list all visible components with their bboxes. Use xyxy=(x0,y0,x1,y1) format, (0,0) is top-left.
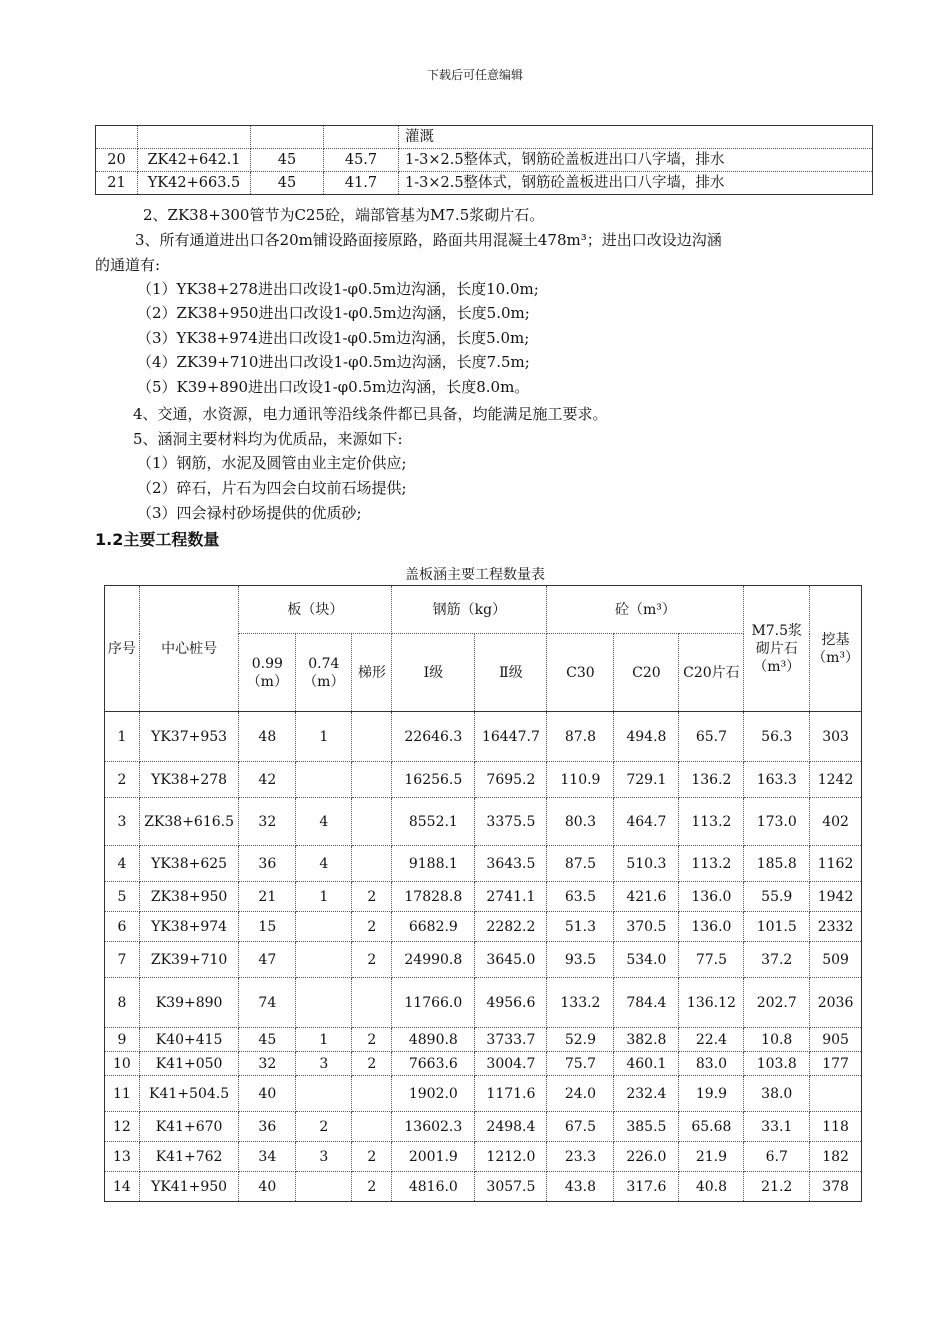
table-cell: 52.9 xyxy=(547,1028,614,1052)
table-cell: K41+050 xyxy=(139,1052,239,1076)
table-cell: 7695.2 xyxy=(475,762,547,798)
table-cell: 65.7 xyxy=(679,712,744,762)
table-cell: 87.8 xyxy=(547,712,614,762)
table-row xyxy=(105,1076,862,1112)
table-cell: 3643.5 xyxy=(475,846,547,882)
col-header-rebar: 钢筋（kg） xyxy=(392,586,547,634)
table-row xyxy=(105,1052,862,1076)
table-cell: 729.1 xyxy=(614,762,679,798)
table-cell xyxy=(352,846,392,882)
table-cell: 784.4 xyxy=(614,978,679,1028)
table-cell: 3057.5 xyxy=(475,1172,547,1202)
table-cell: 385.5 xyxy=(614,1112,679,1142)
table-cell: 65.68 xyxy=(679,1112,744,1142)
table-row xyxy=(105,762,862,798)
table-cell: 10.8 xyxy=(744,1028,810,1052)
table-cell: 2001.9 xyxy=(392,1142,475,1172)
col-header-c20: C20 xyxy=(614,634,679,712)
table-cell: 226.0 xyxy=(614,1142,679,1172)
table-cell: 2 xyxy=(352,1172,392,1202)
table-cell: 510.3 xyxy=(614,846,679,882)
table-cell: 2 xyxy=(296,1112,352,1142)
table-cell xyxy=(296,942,352,978)
table-cell: 56.3 xyxy=(744,712,810,762)
paragraph-3-cont: 的通道有: xyxy=(95,256,161,274)
table-cell: 43.8 xyxy=(547,1172,614,1202)
table-cell: 1 xyxy=(296,1028,352,1052)
table-cell: 34 xyxy=(239,1142,296,1172)
table-cell xyxy=(352,1076,392,1112)
table-cell: 63.5 xyxy=(547,882,614,912)
table-cell xyxy=(296,978,352,1028)
table-cell: 83.0 xyxy=(679,1052,744,1076)
table-cell: 45 xyxy=(251,172,324,195)
list-item: （5）K39+890进出口改设1-φ0.5m边沟涵，长度8.0m。 xyxy=(137,378,530,396)
table-cell: 67.5 xyxy=(547,1112,614,1142)
table-cell: 36 xyxy=(239,1112,296,1142)
table-cell: 74 xyxy=(239,978,296,1028)
table-cell: 7663.6 xyxy=(392,1052,475,1076)
table-row xyxy=(96,149,873,172)
table-cell xyxy=(296,762,352,798)
table-cell: 13 xyxy=(105,1142,140,1172)
table-cell: YK42+663.5 xyxy=(138,172,251,195)
table-cell: 232.4 xyxy=(614,1076,679,1112)
table-cell: 33.1 xyxy=(744,1112,810,1142)
table-cell: 87.5 xyxy=(547,846,614,882)
table-cell: 110.9 xyxy=(547,762,614,798)
list-item: （2）ZK38+950进出口改设1-φ0.5m边沟涵，长度5.0m; xyxy=(137,304,530,322)
table-cell: 19.9 xyxy=(679,1076,744,1112)
paragraph-2: 2、ZK38+300管节为C25砼，端部管基为M7.5浆砌片石。 xyxy=(143,206,545,224)
table-cell: 6682.9 xyxy=(392,912,475,942)
table-cell: 113.2 xyxy=(679,798,744,846)
table-cell: 42 xyxy=(239,762,296,798)
table-cell: 40.8 xyxy=(679,1172,744,1202)
col-header-slab-trap: 梯形 xyxy=(352,634,392,712)
table-row xyxy=(105,978,862,1028)
table-cell: 177 xyxy=(810,1052,862,1076)
table-cell: 9188.1 xyxy=(392,846,475,882)
table-cell xyxy=(296,1172,352,1202)
table-cell: 37.2 xyxy=(744,942,810,978)
paragraph-3: 3、所有通道进出口各20m铺设路面接原路，路面共用混凝土478m³；进出口改设边沟涵 xyxy=(135,231,722,249)
table-cell: ZK42+642.1 xyxy=(138,149,251,172)
table-cell: 17828.8 xyxy=(392,882,475,912)
table-cell: 1171.6 xyxy=(475,1076,547,1112)
table-cell: 136.12 xyxy=(679,978,744,1028)
table-cell: 370.5 xyxy=(614,912,679,942)
table-cell: 2 xyxy=(352,912,392,942)
table-cell: K41+670 xyxy=(139,1112,239,1142)
table-cell: 1942 xyxy=(810,882,862,912)
table-cell: 80.3 xyxy=(547,798,614,846)
table-cell: 6 xyxy=(105,912,140,942)
table-cell: 23.3 xyxy=(547,1142,614,1172)
table-caption: 盖板涵主要工程数量表 xyxy=(405,567,545,583)
table-cell: 32 xyxy=(239,798,296,846)
table-cell: 4816.0 xyxy=(392,1172,475,1202)
table-cell: 1-3×2.5整体式，钢筋砼盖板进出口八字墙，排水 xyxy=(399,149,873,172)
table-cell: 8 xyxy=(105,978,140,1028)
quantity-table xyxy=(104,585,862,1202)
table-cell: 382.8 xyxy=(614,1028,679,1052)
table-row xyxy=(105,712,862,762)
table-cell: 6.7 xyxy=(744,1142,810,1172)
table-cell: 3 xyxy=(105,798,140,846)
table-cell: 4 xyxy=(105,846,140,882)
table-cell: 38.0 xyxy=(744,1076,810,1112)
table-cell: 136.0 xyxy=(679,912,744,942)
table-row xyxy=(105,912,862,942)
table-cell: 3375.5 xyxy=(475,798,547,846)
table-cell: 32 xyxy=(239,1052,296,1076)
table-cell: ZK38+616.5 xyxy=(139,798,239,846)
table-cell: 22.4 xyxy=(679,1028,744,1052)
table-cell: K40+415 xyxy=(139,1028,239,1052)
table-cell: 14 xyxy=(105,1172,140,1202)
table-cell: 41.7 xyxy=(324,172,399,195)
table-row xyxy=(105,1142,862,1172)
table-cell: ZK38+950 xyxy=(139,882,239,912)
table-row xyxy=(105,882,862,912)
list-item: （1）YK38+278进出口改设1-φ0.5m边沟涵，长度10.0m; xyxy=(137,280,539,298)
table-cell: 11 xyxy=(105,1076,140,1112)
table-cell: 1212.0 xyxy=(475,1142,547,1172)
table-cell: 378 xyxy=(810,1172,862,1202)
col-header-c20-stone: C20片石 xyxy=(679,634,744,712)
col-header-rebar-2: Ⅱ级 xyxy=(475,634,547,712)
table-row xyxy=(105,846,862,882)
continuation-table xyxy=(95,125,873,195)
table-cell: 101.5 xyxy=(744,912,810,942)
table-cell: 5 xyxy=(105,882,140,912)
col-header-no: 序号 xyxy=(105,586,140,712)
table-cell: 2 xyxy=(352,1142,392,1172)
table-cell: 113.2 xyxy=(679,846,744,882)
table-cell: 133.2 xyxy=(547,978,614,1028)
table-cell: 45.7 xyxy=(324,149,399,172)
table-cell: 21 xyxy=(239,882,296,912)
table-cell: 509 xyxy=(810,942,862,978)
table-cell: 2 xyxy=(352,882,392,912)
table-cell: 3 xyxy=(296,1052,352,1076)
table-cell: 173.0 xyxy=(744,798,810,846)
table-cell: 2036 xyxy=(810,978,862,1028)
col-header-concrete: 砼（m³） xyxy=(547,586,744,634)
table-cell: 317.6 xyxy=(614,1172,679,1202)
table-cell: 1242 xyxy=(810,762,862,798)
table-cell: 2 xyxy=(352,1028,392,1052)
paragraph-4: 4、交通，水资源，电力通讯等沿线条件都已具备，均能满足施工要求。 xyxy=(133,405,608,423)
paragraph-5: 5、涵洞主要材料均为优质品，来源如下: xyxy=(133,430,403,448)
table-row xyxy=(105,1028,862,1052)
table-cell: K41+762 xyxy=(139,1142,239,1172)
table-cell: YK38+278 xyxy=(139,762,239,798)
table-cell: 118 xyxy=(810,1112,862,1142)
table-cell: 40 xyxy=(239,1076,296,1112)
table-cell: YK38+625 xyxy=(139,846,239,882)
table-cell: 3004.7 xyxy=(475,1052,547,1076)
table-row xyxy=(96,172,873,195)
table-cell: 20 xyxy=(96,149,138,172)
table-cell xyxy=(352,712,392,762)
table-cell: 2282.2 xyxy=(475,912,547,942)
table-cell: 534.0 xyxy=(614,942,679,978)
table-cell: 4 xyxy=(296,798,352,846)
table-row xyxy=(105,798,862,846)
table-cell: YK38+974 xyxy=(139,912,239,942)
table-cell: 9 xyxy=(105,1028,140,1052)
table-cell: 402 xyxy=(810,798,862,846)
table-cell: 36 xyxy=(239,846,296,882)
list-item: （4）ZK39+710进出口改设1-φ0.5m边沟涵，长度7.5m; xyxy=(137,353,530,371)
table-cell: 93.5 xyxy=(547,942,614,978)
table-cell: 2741.1 xyxy=(475,882,547,912)
page-header: 下载后可任意编辑 xyxy=(426,68,523,82)
table-cell xyxy=(324,126,399,149)
table-cell: 15 xyxy=(239,912,296,942)
table-cell: 905 xyxy=(810,1028,862,1052)
table-cell xyxy=(251,126,324,149)
table-cell: 21.9 xyxy=(679,1142,744,1172)
table-cell xyxy=(138,126,251,149)
table-cell: 16256.5 xyxy=(392,762,475,798)
table-row xyxy=(96,126,873,149)
table-cell: 45 xyxy=(239,1028,296,1052)
col-header-rebar-1: Ⅰ级 xyxy=(392,634,475,712)
table-cell: 55.9 xyxy=(744,882,810,912)
table-cell: 灌溉 xyxy=(399,126,873,149)
table-cell: 4956.6 xyxy=(475,978,547,1028)
table-cell: 40 xyxy=(239,1172,296,1202)
table-cell: 303 xyxy=(810,712,862,762)
table-cell: 24.0 xyxy=(547,1076,614,1112)
table-cell: 48 xyxy=(239,712,296,762)
table-cell: 494.8 xyxy=(614,712,679,762)
table-cell: 11766.0 xyxy=(392,978,475,1028)
table-cell: 12 xyxy=(105,1112,140,1142)
table-cell: 202.7 xyxy=(744,978,810,1028)
table-cell: 182 xyxy=(810,1142,862,1172)
table-cell: 47 xyxy=(239,942,296,978)
table-cell: 163.3 xyxy=(744,762,810,798)
table-cell: 103.8 xyxy=(744,1052,810,1076)
table-cell xyxy=(296,912,352,942)
table-cell xyxy=(352,762,392,798)
col-header-station: 中心桩号 xyxy=(139,586,239,712)
col-header-slab-099: 0.99（m） xyxy=(239,634,296,712)
table-cell: 1 xyxy=(296,712,352,762)
table-cell: 1 xyxy=(296,882,352,912)
table-cell: 10 xyxy=(105,1052,140,1076)
table-row xyxy=(105,1112,862,1142)
table-cell: 2332 xyxy=(810,912,862,942)
table-cell: 21 xyxy=(96,172,138,195)
col-header-slab-074: 0.74（m） xyxy=(296,634,352,712)
list-item: （1）钢筋，水泥及圆管由业主定价供应; xyxy=(137,454,407,472)
table-cell: 8552.1 xyxy=(392,798,475,846)
table-cell xyxy=(810,1076,862,1112)
table-cell: 1 xyxy=(105,712,140,762)
table-cell: YK41+950 xyxy=(139,1172,239,1202)
table-cell: 2 xyxy=(352,942,392,978)
table-cell: 7 xyxy=(105,942,140,978)
table-cell: 22646.3 xyxy=(392,712,475,762)
list-item: （2）碎石，片石为四会白坟前石场提供; xyxy=(137,479,407,497)
table-cell: 24990.8 xyxy=(392,942,475,978)
table-cell: 3733.7 xyxy=(475,1028,547,1052)
table-cell: 1-3×2.5整体式，钢筋砼盖板进出口八字墙，排水 xyxy=(399,172,873,195)
table-cell: 1162 xyxy=(810,846,862,882)
table-cell: 2 xyxy=(105,762,140,798)
table-cell: 77.5 xyxy=(679,942,744,978)
col-header-slab: 板（块） xyxy=(239,586,392,634)
table-cell: 185.8 xyxy=(744,846,810,882)
table-cell: 4890.8 xyxy=(392,1028,475,1052)
table-cell: 75.7 xyxy=(547,1052,614,1076)
section-heading: 1.2主要工程数量 xyxy=(95,530,220,549)
table-cell: 16447.7 xyxy=(475,712,547,762)
table-cell: 13602.3 xyxy=(392,1112,475,1142)
table-row xyxy=(105,1172,862,1202)
table-cell: 2498.4 xyxy=(475,1112,547,1142)
list-item: （3）YK38+974进出口改设1-φ0.5m边沟涵，长度5.0m; xyxy=(137,329,530,347)
table-cell: ZK39+710 xyxy=(139,942,239,978)
table-cell: 421.6 xyxy=(614,882,679,912)
table-cell xyxy=(296,1076,352,1112)
table-cell: 136.2 xyxy=(679,762,744,798)
table-cell xyxy=(352,798,392,846)
table-cell: 3645.0 xyxy=(475,942,547,978)
table-cell: 2 xyxy=(352,1052,392,1076)
table-cell: K39+890 xyxy=(139,978,239,1028)
col-header-m75: M7.5浆砌片石（m³） xyxy=(744,586,810,712)
table-cell xyxy=(352,978,392,1028)
table-cell xyxy=(352,1112,392,1142)
table-row xyxy=(105,942,862,978)
table-cell xyxy=(96,126,138,149)
table-cell: 3 xyxy=(296,1142,352,1172)
table-cell: K41+504.5 xyxy=(139,1076,239,1112)
table-cell: 464.7 xyxy=(614,798,679,846)
table-cell: 460.1 xyxy=(614,1052,679,1076)
table-cell: 1902.0 xyxy=(392,1076,475,1112)
table-cell: 136.0 xyxy=(679,882,744,912)
table-cell: 4 xyxy=(296,846,352,882)
table-cell: 21.2 xyxy=(744,1172,810,1202)
table-cell: 51.3 xyxy=(547,912,614,942)
table-cell: 45 xyxy=(251,149,324,172)
col-header-excavation: 挖基（m³） xyxy=(810,586,862,712)
table-cell: YK37+953 xyxy=(139,712,239,762)
list-item: （3）四会禄村砂场提供的优质砂; xyxy=(137,504,362,522)
col-header-c30: C30 xyxy=(547,634,614,712)
